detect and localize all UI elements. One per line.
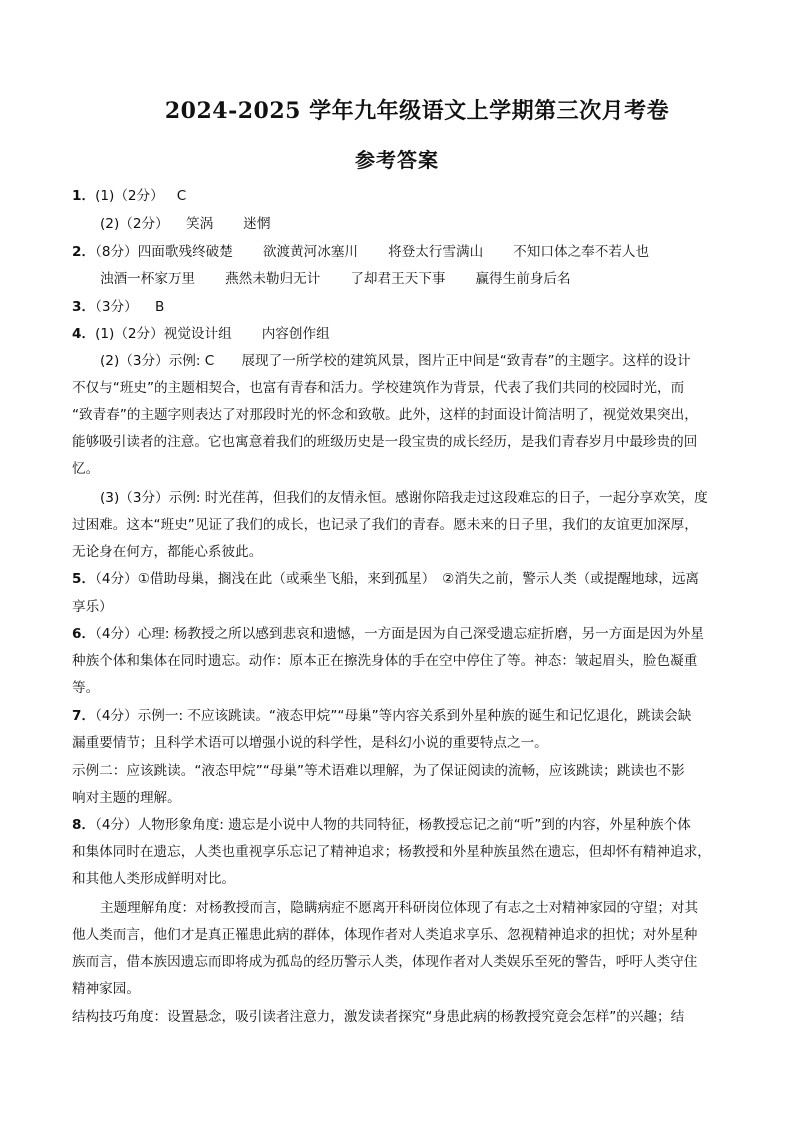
- q7-line: [72, 706, 691, 726]
- q2-score: （8分）: [95, 244, 138, 260]
- q8-theme-line: 精神家园。: [72, 981, 140, 997]
- q8-line: 和其他人类形成鲜明对比。: [72, 871, 236, 887]
- q6-text: （4分）心理: 杨教授之所以感到悲哀和遗憾，一方面是因为自己深受遗忘症折磨，另一方面是因为外星: [95, 626, 704, 642]
- q8-number: 8．: [72, 817, 96, 833]
- q4-p2-text: 示例: C 展现了一所学校的建筑风景，图片正中间是“致青春”的主题字。这样的设计: [168, 353, 691, 369]
- q4-p2-line: 忆。: [72, 461, 100, 477]
- q8-structure-line: 结构技巧角度：设置悬念，吸引读者注意力，激发读者探究“身患此病的杨教授究竟会怎样”的兴趣；结: [72, 1009, 685, 1025]
- q4-part1: [72, 324, 330, 344]
- q1-p2-answer-a: 笑涡: [185, 216, 214, 232]
- page-title: 2024-2025 学年九年级语文上学期第三次月考卷: [164, 98, 670, 124]
- q7-number: 7．: [72, 708, 96, 724]
- q1-p1-answer: C: [176, 188, 187, 204]
- q4-p3-text: 示例: 时光荏苒，但我们的友情永恒。感谢你陪我走过这段难忘的日子，一起分享欢笑，度: [168, 490, 708, 506]
- q1-part1: [72, 186, 186, 206]
- q7-line: 响对主题的理解。: [72, 790, 181, 806]
- q4-p3-line: [100, 488, 708, 508]
- q1-p2-answer-b: 迷惘: [243, 216, 271, 232]
- q1-number: 1．: [72, 188, 96, 204]
- q2-item: 燕然未勒归无计: [225, 271, 321, 287]
- q4-p1-answer-a: 视觉设计组: [163, 326, 232, 342]
- q5-text: （4分）①借助母巢，搁浅在此（或乘坐飞船，来到孤星） ②消失之前，警示人类（或提醒地球，远离: [95, 571, 700, 587]
- q3-line: [72, 297, 164, 317]
- q2-item: 四面歌残终破楚: [137, 244, 233, 260]
- q4-p2-line: “致青春”的主题字则表达了对那段时光的怀念和致敬。此外，这样的封面设计简洁明了，视觉效果突出，: [72, 407, 698, 423]
- q8-line: [72, 815, 691, 835]
- q6-number: 6．: [72, 626, 96, 642]
- q7-line: 示例二：应该跳读。“液态甲烷”“母巢”等术语难以理解，为了保证阅读的流畅，应该跳读；跳读也不影: [72, 763, 685, 779]
- q4-p1-label: (1)（2分）: [95, 326, 164, 342]
- q8-line: 和集体同时在遗忘，人类也重视享乐忘记了精神追求；杨教授和外星种族虽然在遗忘，但却怀有精神追求，: [72, 844, 711, 860]
- q3-number: 3．: [72, 299, 96, 315]
- q5-line: 享乐）: [72, 599, 113, 615]
- q1-p2-label: (2)（2分）: [100, 216, 169, 232]
- q7-text: （4分）示例一: 不应该跳读。“液态甲烷”“母巢”等内容关系到外星种族的诞生和记忆退化，跳读会缺: [95, 708, 692, 724]
- q4-p2-line: 不仅与“班史”的主题相契合，也富有青春和活力。学校建筑作为背景，代表了我们共同的校园时光，而: [72, 380, 685, 396]
- q4-p1-answer-b: 内容创作组: [261, 326, 330, 342]
- q4-p3-line: 过困难。这本“班史”见证了我们的成长，也记录了我们的青春。愿未来的日子里，我们的友谊更加深厚，: [72, 517, 698, 533]
- q4-p3-label: (3)（3分）: [100, 490, 169, 506]
- page-subtitle: 参考答案: [355, 148, 439, 172]
- q5-number: 5．: [72, 571, 96, 587]
- q2-item: 不知口体之奉不若人也: [513, 244, 650, 260]
- q1-part2: [100, 214, 270, 234]
- q8-theme-line: 族而言，借本族因遗忘而即将成为孤岛的经历警示人类，体现作者对人类娱乐至死的警告，呼吁人类守住: [72, 954, 698, 970]
- q2-item: 将登太行雪满山: [388, 244, 484, 260]
- q6-line: [72, 624, 704, 644]
- q8-text: （4分）人物形象角度: 遗忘是小说中人物的共同特征，杨教授忘记之前“听”到的内容，外星种族个体: [95, 817, 691, 833]
- q6-line: 等。: [72, 680, 100, 696]
- q6-line: 种族个体和集体在同时遗忘。动作：原本正在擦洗身体的手在空中停住了等。神态：皱起眉头，脸色凝重: [72, 653, 698, 669]
- q2-item: 了却君王天下事: [350, 271, 446, 287]
- q4-p2-line: [100, 351, 691, 371]
- q2-line-1: [72, 242, 649, 262]
- q3-score: （3分）: [95, 299, 138, 315]
- q2-line-2: [100, 269, 571, 289]
- q2-item: 赢得生前身后名: [475, 271, 571, 287]
- q8-theme-line: 主题理解角度：对杨教授而言，隐瞒病症不愿离开科研岗位体现了有志之士对精神家园的守望；对其: [100, 900, 699, 916]
- q2-item: 浊酒一杯家万里: [100, 271, 196, 287]
- q7-line: 漏重要情节；且科学术语可以增强小说的科学性，是科幻小说的重要特点之一。: [72, 735, 548, 751]
- q5-line: [72, 569, 699, 589]
- q4-p2-label: (2)（3分）: [100, 353, 169, 369]
- q1-p1-label: (1)（2分）: [95, 188, 164, 204]
- q2-item: 欲渡黄河冰塞川: [262, 244, 359, 260]
- q8-theme-line: 他人类而言，他们才是真正罹患此病的群体，体现作者对人类追求享乐、忽视精神追求的担忧；对外星种: [72, 927, 698, 943]
- q4-p2-line: 能够吸引读者的注意。它也寓意着我们的班级历史是一段宝贵的成长经历，是我们青春岁月中最珍贵的回: [72, 434, 698, 450]
- q4-number: 4．: [72, 326, 96, 342]
- q3-answer: B: [155, 299, 165, 315]
- q4-p3-line: 无论身在何方，都能心系彼此。: [72, 544, 263, 560]
- q2-number: 2．: [72, 244, 96, 260]
